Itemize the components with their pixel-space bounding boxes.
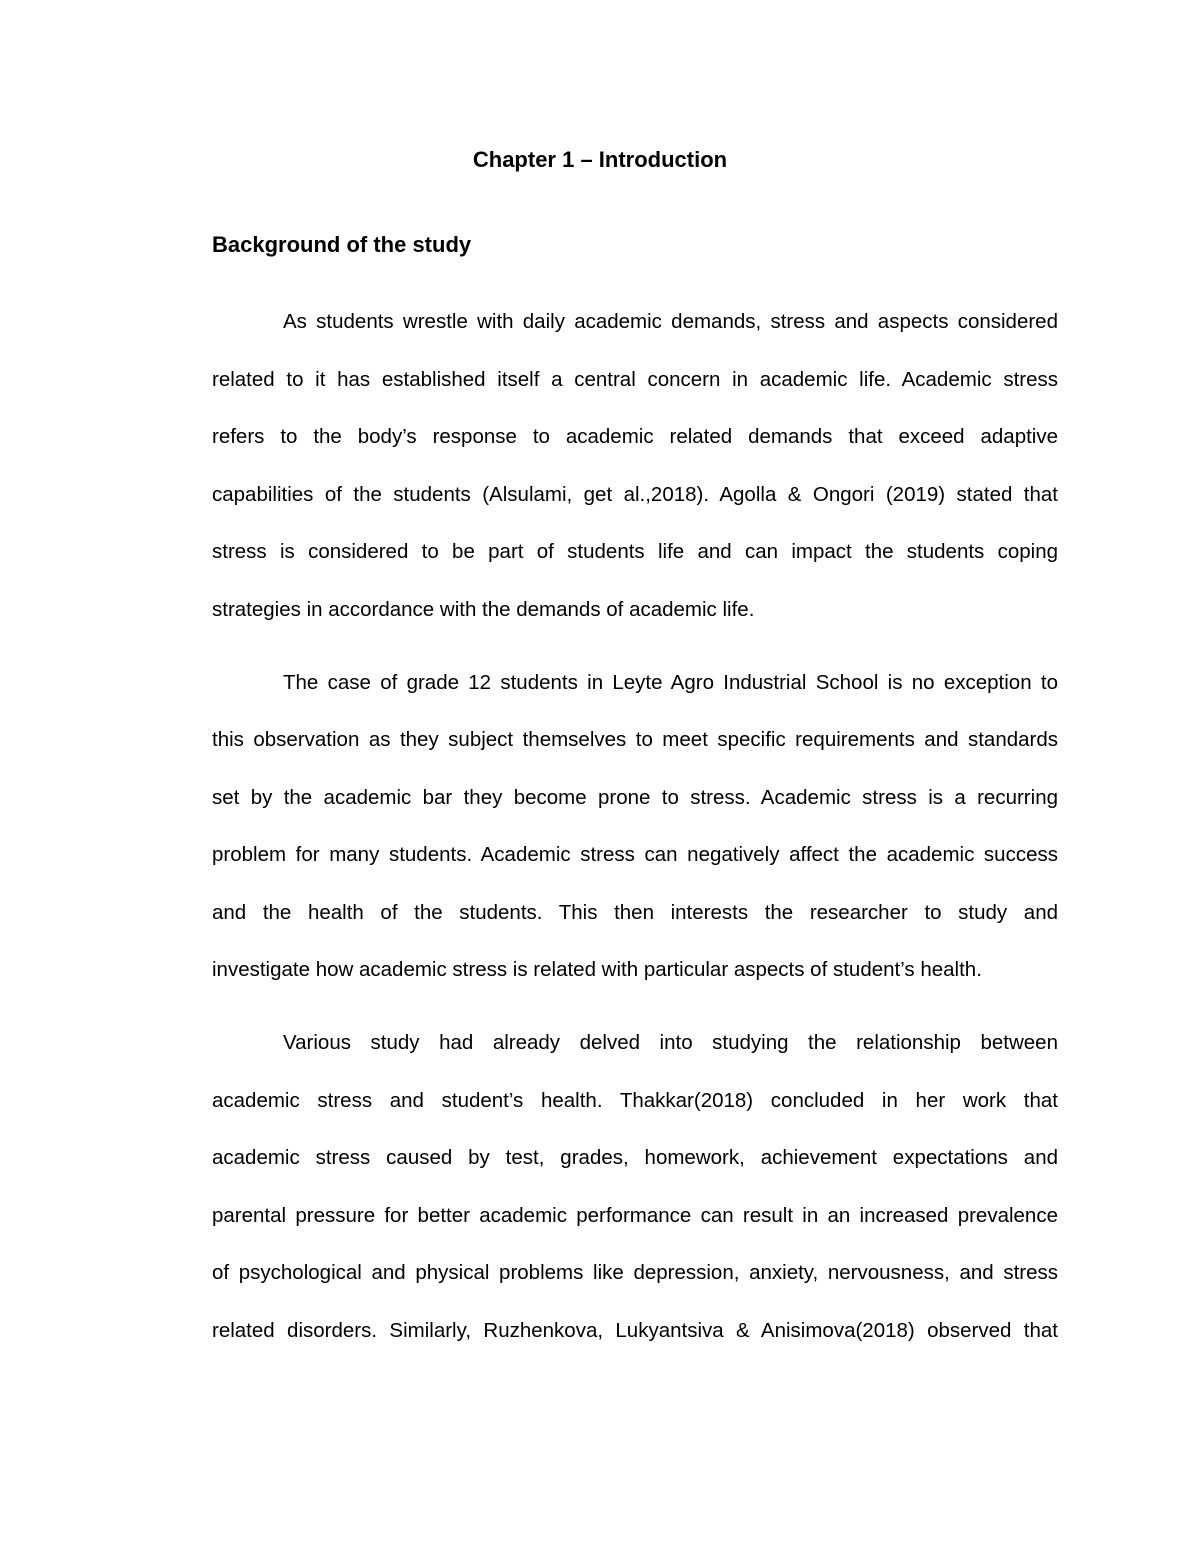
paragraph-line: refers to the body’s response to academic related demands that exceed adaptive <box>212 425 1058 448</box>
paragraph-line: and the health of the students. This then interests the researcher to study and <box>212 901 1058 924</box>
paragraph-line: related to it has established itself a central concern in academic life. Academic stress <box>212 368 1058 391</box>
paragraph-line: academic stress caused by test, grades, homework, achievement expectations and <box>212 1146 1058 1169</box>
paragraph-line: capabilities of the students (Alsulami, get al.,2018). Agolla & Ongori (2019) stated that <box>212 483 1058 506</box>
paragraph-line: strategies in accordance with the demands of academic life. <box>212 598 755 621</box>
paragraph-line: problem for many students. Academic stress can negatively affect the academic success <box>212 843 1058 866</box>
paragraph-line: this observation as they subject themselves to meet specific requirements and standards <box>212 728 1058 751</box>
paragraph-line: As students wrestle with daily academic demands, stress and aspects considered <box>283 310 1058 333</box>
chapter-title: Chapter 1 – Introduction <box>472 147 728 172</box>
paragraph-line: parental pressure for better academic performance can result in an increased prevalence <box>212 1204 1058 1227</box>
paragraph-line: The case of grade 12 students in Leyte Agro Industrial School is no exception to <box>283 671 1058 694</box>
paragraph-line: of psychological and physical problems like depression, anxiety, nervousness, and stress <box>212 1261 1058 1284</box>
paragraph-line: investigate how academic stress is related with particular aspects of student’s health. <box>212 958 982 981</box>
paragraph-line: stress is considered to be part of students life and can impact the students coping <box>212 540 1058 563</box>
paragraph-line: related disorders. Similarly, Ruzhenkova, Lukyantsiva & Anisimova(2018) observed that <box>212 1319 1058 1342</box>
paragraph-line: set by the academic bar they become prone to stress. Academic stress is a recurring <box>212 786 1058 809</box>
paragraph-line: Various study had already delved into studying the relationship between <box>283 1031 1058 1054</box>
section-heading: Background of the study <box>212 232 472 257</box>
paragraph-line: academic stress and student’s health. Thakkar(2018) concluded in her work that <box>212 1089 1058 1112</box>
